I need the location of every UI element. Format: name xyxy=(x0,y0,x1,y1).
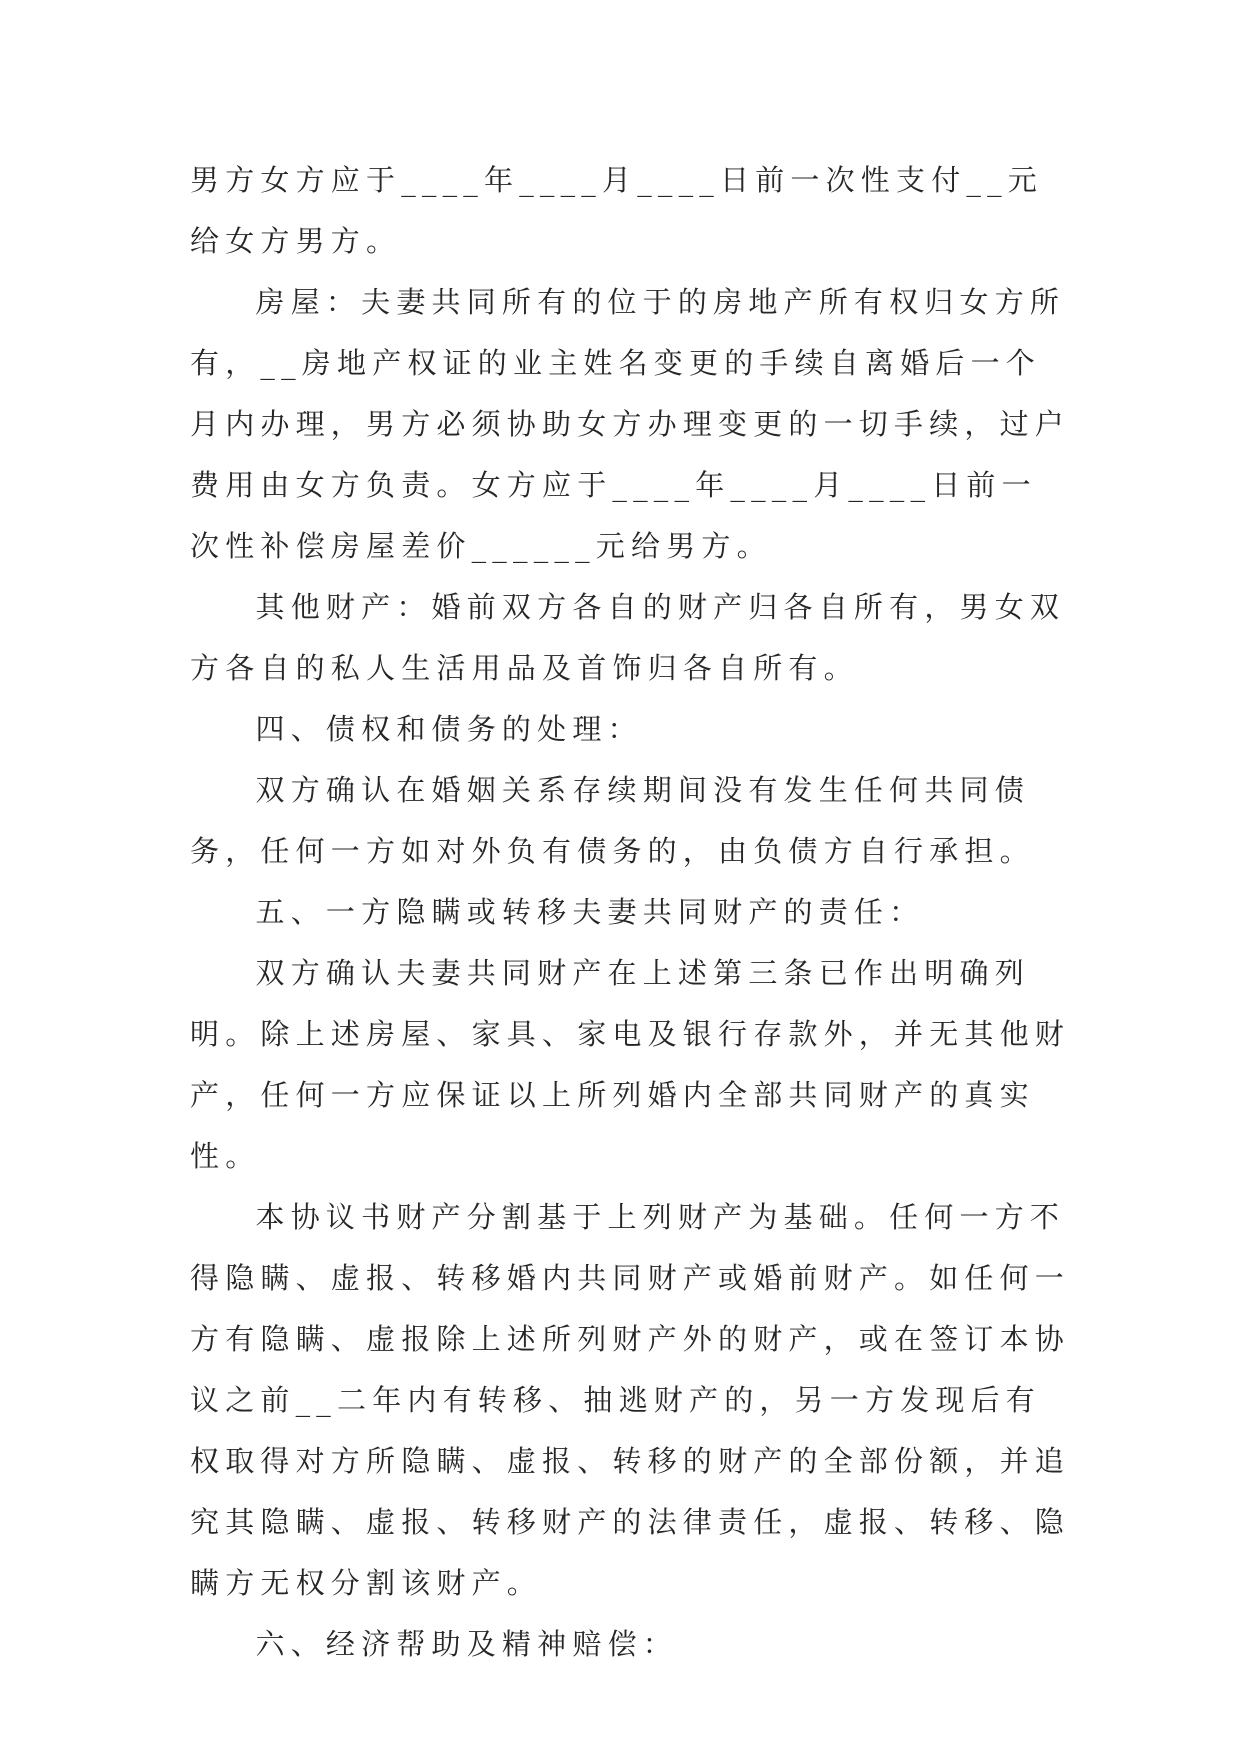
payment-clause-paragraph: 男方女方应于____年____月____日前一次性支付__元给女方男方。 xyxy=(190,163,1044,258)
section-six-heading: 六、经济帮助及精神赔偿： xyxy=(255,1627,678,1661)
section-four-heading: 四、债权和债务的处理： xyxy=(255,712,643,746)
other-property-paragraph: 其他财产：婚前双方各自的财产归各自所有，男女双方各自的私人生活用品及首饰归各自所有。 xyxy=(190,590,1066,685)
concealment-clause-paragraph: 本协议书财产分割基于上列财产为基础。任何一方不得隐瞒、虚报、转移婚内共同财产或婚前财产。如任何一方有隐瞒、虚报除上述所列财产外的财产，或在签订本协议之前__二年内有转移、抽逃财产的，另一方发现后有权取得对方所隐瞒、虚报、转移的财产的全部份额，并追究其隐瞒、虚报、转移财产的法律责任，虚报、转移、隐瞒方无权分割该财产。 xyxy=(190,1200,1071,1600)
confirmation-clause-paragraph: 双方确认夫妻共同财产在上述第三条已作出明确列明。除上述房屋、家具、家电及银行存款外，并无其他财产，任何一方应保证以上所列婚内全部共同财产的真实性。 xyxy=(190,956,1071,1173)
section-five-heading: 五、一方隐瞒或转移夫妻共同财产的责任： xyxy=(255,895,925,929)
debt-clause-paragraph: 双方确认在婚姻关系存续期间没有发生任何共同债务，任何一方如对外负有债务的，由负债方自行承担。 xyxy=(190,773,1035,868)
document-body xyxy=(190,150,1070,1675)
house-clause-paragraph: 房屋：夫妻共同所有的位于的房地产所有权归女方所有，__房地产权证的业主姓名变更的手续自离婚后一个月内办理，男方必须协助女方办理变更的一切手续，过户费用由女方负责。女方应于____年____月____日前一次性补偿房屋差价______元给男方。 xyxy=(190,285,1071,563)
